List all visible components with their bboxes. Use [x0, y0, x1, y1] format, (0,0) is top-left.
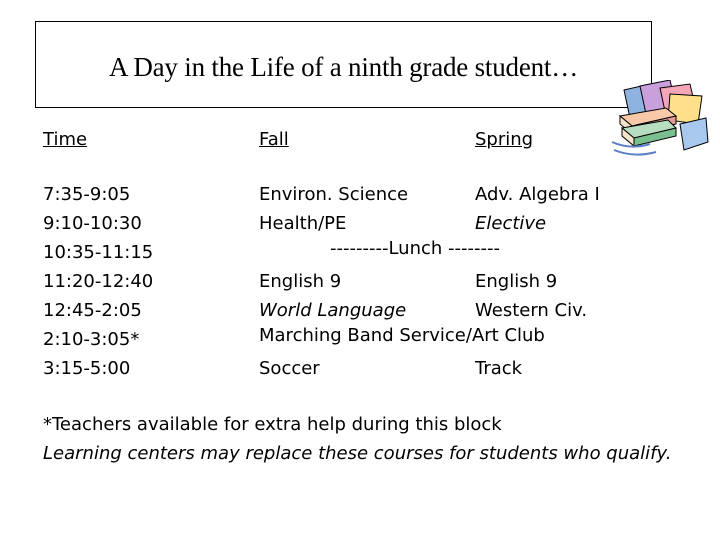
band-service-row: Marching Band Service/Art Club — [259, 325, 545, 346]
fall-course: English 9 — [259, 271, 342, 292]
fall-column — [259, 180, 408, 383]
fall-course: Environ. Science — [259, 184, 409, 205]
time-slot: 12:45-2:05 — [43, 300, 142, 321]
spring-column — [475, 180, 600, 383]
time-column — [43, 180, 153, 383]
lunch-row: ---------Lunch -------- — [330, 238, 500, 259]
time-slot: 3:15-5:00 — [43, 358, 131, 379]
spring-course: Western Civ. — [475, 300, 588, 321]
time-slot: 10:35-11:15 — [43, 242, 154, 263]
title-box — [35, 21, 652, 108]
learning-centers-note: Learning centers may replace these courses for students who qualify. — [43, 443, 672, 464]
spring-course: Adv. Algebra I — [475, 184, 600, 205]
fall-course: World Language — [259, 300, 407, 321]
time-slot: 2:10-3:05* — [43, 329, 140, 350]
spring-course: Elective — [475, 213, 547, 234]
time-slot: 11:20-12:40 — [43, 271, 154, 292]
time-slot: 7:35-9:05 — [43, 184, 131, 205]
header-fall: Fall — [259, 129, 289, 150]
spring-course: English 9 — [475, 271, 558, 292]
spring-course: Track — [475, 358, 523, 379]
teachers-note: *Teachers available for extra help during this block — [43, 414, 502, 435]
fall-course: Soccer — [259, 358, 320, 379]
books-clipart-icon — [610, 80, 710, 160]
page-title: A Day in the Life of a ninth grade student… — [108, 52, 579, 82]
header-spring: Spring — [475, 129, 534, 150]
header-time: Time — [43, 129, 88, 150]
fall-course: Health/PE — [259, 213, 347, 234]
time-slot: 9:10-10:30 — [43, 213, 142, 234]
